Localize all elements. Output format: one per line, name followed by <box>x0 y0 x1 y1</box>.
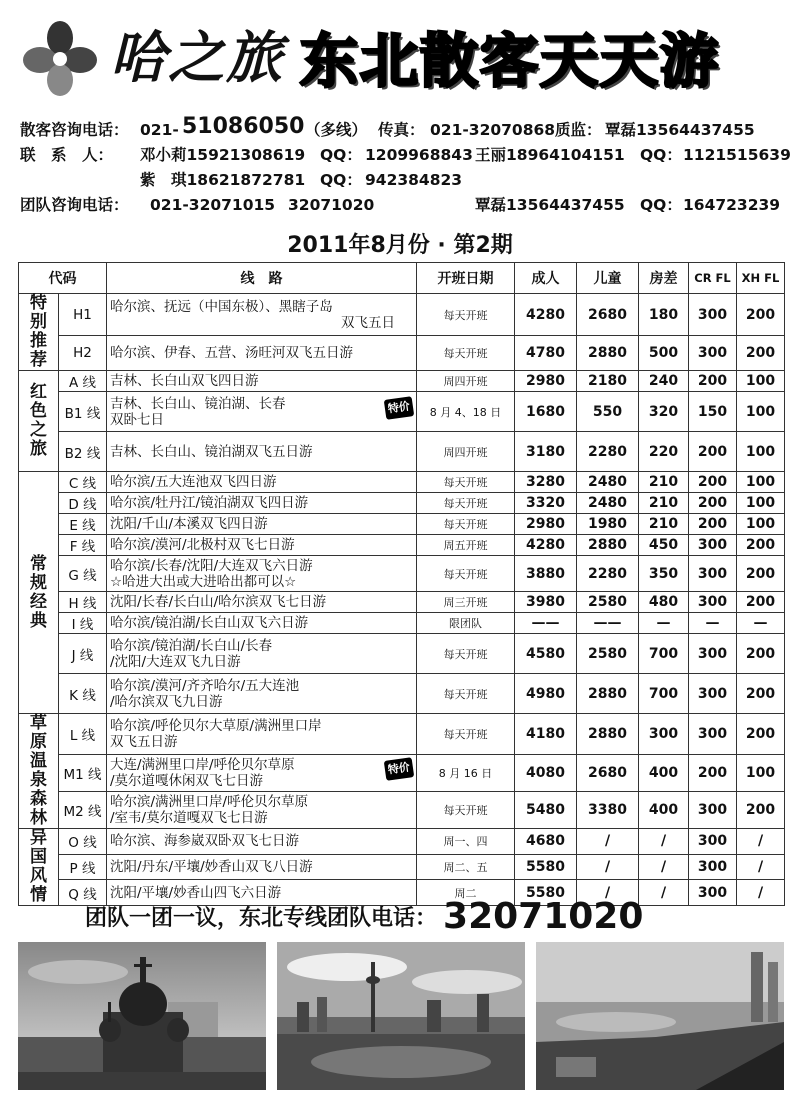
commission-xh: / <box>737 880 785 906</box>
route-code: C 线 <box>59 472 107 493</box>
header-cr: CR FL <box>689 263 737 294</box>
room-supplement: 210 <box>639 514 689 535</box>
route-description <box>107 493 417 514</box>
headline: 东北散客天天游 <box>300 27 721 95</box>
commission-cr: 150 <box>689 392 737 432</box>
commission-cr: 300 <box>689 336 737 371</box>
table-row <box>19 535 785 556</box>
table-row <box>19 556 785 592</box>
group-phone-1: 021-32071015 <box>150 196 276 214</box>
route-code: E 线 <box>59 514 107 535</box>
route-code: M1 线 <box>59 755 107 792</box>
commission-xh: 200 <box>737 556 785 592</box>
header-route: 线 路 <box>107 263 417 294</box>
table-row <box>19 829 785 855</box>
table-row <box>19 432 785 472</box>
room-supplement: 400 <box>639 792 689 829</box>
price-child: 2180 <box>577 371 639 392</box>
contact-label: 联 系 人： <box>20 146 114 164</box>
commission-cr: 300 <box>689 674 737 714</box>
category-special: 特别推荐 <box>19 294 59 371</box>
price-adult: 2980 <box>515 371 577 392</box>
commission-xh: 100 <box>737 472 785 493</box>
route-text: 哈尔滨/漠河/齐齐哈尔/五大连池 <box>110 677 300 694</box>
table-row <box>19 514 785 535</box>
route-text: 沈阳/长春/长白山/哈尔滨双飞七日游 <box>110 594 327 610</box>
departure-date: 每天开班 <box>417 472 515 493</box>
price-adult: 3280 <box>515 472 577 493</box>
departure-date: 每天开班 <box>417 294 515 336</box>
qa-label: 质监： <box>555 121 602 139</box>
route-description <box>107 432 417 472</box>
contact-row-3 <box>20 168 790 193</box>
price-adult: 5580 <box>515 880 577 906</box>
commission-cr: 300 <box>689 792 737 829</box>
departure-date: 周二 <box>417 880 515 906</box>
route-code: D 线 <box>59 493 107 514</box>
route-code: J 线 <box>59 634 107 674</box>
price-child: 2580 <box>577 634 639 674</box>
room-supplement: 400 <box>639 755 689 792</box>
table-row <box>19 674 785 714</box>
commission-xh: 200 <box>737 792 785 829</box>
table-header-row <box>19 263 785 294</box>
commission-xh: 100 <box>737 493 785 514</box>
fax-number: 021-32070868 <box>430 121 556 139</box>
departure-date: 周四开班 <box>417 371 515 392</box>
footer-group-line <box>85 896 643 937</box>
departure-date: 每天开班 <box>417 336 515 371</box>
departure-date: 每天开班 <box>417 493 515 514</box>
route-description <box>107 714 417 755</box>
special-price-badge: 特价 <box>384 757 415 781</box>
route-code: I 线 <box>59 613 107 634</box>
qq2-number: 1121515639 <box>683 146 791 164</box>
table-row <box>19 854 785 880</box>
fax-label: 传真： <box>378 121 425 139</box>
commission-cr: 300 <box>689 535 737 556</box>
route-text: 沈阳/丹东/平壤/妙香山双飞八日游 <box>110 858 313 875</box>
price-adult: 1680 <box>515 392 577 432</box>
price-adult: 2980 <box>515 514 577 535</box>
table-row <box>19 714 785 755</box>
commission-cr: 200 <box>689 514 737 535</box>
qa-contact: 覃磊13564437455 <box>605 121 755 139</box>
commission-cr: 300 <box>689 829 737 855</box>
route-text: 哈尔滨/镜泊湖/长白山双飞六日游 <box>110 615 309 631</box>
commission-cr: 200 <box>689 432 737 472</box>
room-supplement: / <box>639 880 689 906</box>
room-supplement: 500 <box>639 336 689 371</box>
price-child: 2580 <box>577 592 639 613</box>
commission-cr: 300 <box>689 556 737 592</box>
route-description <box>107 674 417 714</box>
departure-date: 周二、五 <box>417 854 515 880</box>
group-phone-label: 团队咨询电话： <box>20 196 129 214</box>
price-adult: 3880 <box>515 556 577 592</box>
route-text: 哈尔滨、海参崴双卧双飞七日游 <box>110 833 299 850</box>
price-adult: 4280 <box>515 535 577 556</box>
group-contact-person: 覃磊13564437455 <box>475 196 625 214</box>
header-child: 儿童 <box>577 263 639 294</box>
issue-title: 2011年8月份 · 第2期 <box>287 233 513 258</box>
commission-cr: 200 <box>689 493 737 514</box>
group-phone-2: 32071020 <box>288 196 375 214</box>
cathedral-photo <box>18 942 266 1090</box>
commission-cr: 300 <box>689 854 737 880</box>
room-supplement: 350 <box>639 556 689 592</box>
price-adult: 4980 <box>515 674 577 714</box>
table-row <box>19 613 785 634</box>
route-code: B2 线 <box>59 432 107 472</box>
departure-date: 每天开班 <box>417 792 515 829</box>
room-supplement: / <box>639 829 689 855</box>
price-child: 2880 <box>577 535 639 556</box>
commission-xh: 100 <box>737 432 785 472</box>
route-description <box>107 556 417 592</box>
route-code: L 线 <box>59 714 107 755</box>
retail-phone-label: 散客咨询电话： <box>20 121 129 139</box>
commission-xh: 100 <box>737 514 785 535</box>
contact-person-2: 王丽18964104151 <box>475 146 625 164</box>
route-text-line2: 双飞五日 <box>341 314 395 331</box>
table-row <box>19 336 785 371</box>
clover-logo-icon <box>20 18 100 98</box>
commission-xh: 200 <box>737 336 785 371</box>
table-row <box>19 472 785 493</box>
departure-date: 每天开班 <box>417 674 515 714</box>
header-adult: 成人 <box>515 263 577 294</box>
commission-xh: / <box>737 829 785 855</box>
commission-xh: 200 <box>737 592 785 613</box>
commission-cr: 300 <box>689 634 737 674</box>
price-adult: 5580 <box>515 854 577 880</box>
price-adult: 4280 <box>515 294 577 336</box>
table-row <box>19 371 785 392</box>
route-code: A 线 <box>59 371 107 392</box>
route-code: H 线 <box>59 592 107 613</box>
route-text: 哈尔滨/长春/沈阳/大连双飞六日游 <box>110 557 313 574</box>
table-row <box>19 792 785 829</box>
qq1-number: 1209968843 <box>365 146 473 164</box>
price-adult: 4180 <box>515 714 577 755</box>
route-table-body <box>19 294 785 906</box>
price-adult: 4680 <box>515 829 577 855</box>
price-child: 2280 <box>577 432 639 472</box>
route-description <box>107 336 417 371</box>
commission-cr: 300 <box>689 294 737 336</box>
category-foreign: 异国风情 <box>19 829 59 906</box>
route-text-line2: /室韦/莫尔道嘎双飞七日游 <box>110 810 268 826</box>
route-code: O 线 <box>59 829 107 855</box>
route-text: 沈阳/平壤/妙香山四飞六日游 <box>110 884 282 901</box>
price-child: / <box>577 854 639 880</box>
header <box>0 0 800 110</box>
route-text-line2: ☆哈进大出或大进哈出都可以☆ <box>110 573 297 590</box>
commission-xh: / <box>737 854 785 880</box>
price-child: 2280 <box>577 556 639 592</box>
price-child: 2880 <box>577 336 639 371</box>
price-child: 2480 <box>577 472 639 493</box>
category-classic: 常规经典 <box>19 472 59 714</box>
room-supplement: 450 <box>639 535 689 556</box>
price-child: 1980 <box>577 514 639 535</box>
table-row <box>19 493 785 514</box>
table-row <box>19 294 785 336</box>
route-code: Q 线 <box>59 880 107 906</box>
route-text: 哈尔滨、伊春、五营、汤旺河双飞五日游 <box>110 345 353 362</box>
price-adult: 3180 <box>515 432 577 472</box>
price-adult: 3320 <box>515 493 577 514</box>
special-price-badge: 特价 <box>384 396 415 420</box>
header-date: 开班日期 <box>417 263 515 294</box>
table-row <box>19 392 785 432</box>
departure-date: 8 月 16 日 <box>417 755 515 792</box>
route-code: B1 线 <box>59 392 107 432</box>
route-description <box>107 371 417 392</box>
price-adult: 3980 <box>515 592 577 613</box>
commission-cr: 200 <box>689 371 737 392</box>
header-code: 代码 <box>19 263 107 294</box>
route-text: 哈尔滨/牡丹江/镜泊湖双飞四日游 <box>110 495 309 511</box>
route-text: 哈尔滨/五大连池双飞四日游 <box>110 474 277 490</box>
route-code: K 线 <box>59 674 107 714</box>
price-adult: 5480 <box>515 792 577 829</box>
route-description <box>107 854 417 880</box>
commission-cr: 300 <box>689 880 737 906</box>
room-supplement: 180 <box>639 294 689 336</box>
route-text: 吉林、长白山、镜泊湖、长春 <box>110 395 286 412</box>
departure-date: 每天开班 <box>417 634 515 674</box>
contacts-block <box>20 114 791 218</box>
room-supplement: 300 <box>639 714 689 755</box>
brand-logo-text: 哈之旅 <box>110 25 284 91</box>
route-text: 哈尔滨/满洲里口岸/呼伦贝尔草原 <box>110 794 309 810</box>
coastal-city-photo <box>536 942 784 1090</box>
commission-cr: 200 <box>689 472 737 493</box>
route-price-table <box>18 262 785 906</box>
table-row <box>19 592 785 613</box>
price-child: 2680 <box>577 294 639 336</box>
retail-phone: 51086050 <box>182 114 305 139</box>
price-child: 2480 <box>577 493 639 514</box>
commission-cr: 300 <box>689 592 737 613</box>
route-description <box>107 472 417 493</box>
price-child: —— <box>577 613 639 634</box>
qq1-label: QQ： <box>320 146 362 164</box>
header-xh: XH FL <box>737 263 785 294</box>
commission-cr: — <box>689 613 737 634</box>
route-description <box>107 829 417 855</box>
photo-strip <box>18 942 784 1092</box>
room-supplement: 700 <box>639 674 689 714</box>
contact-row-4 <box>20 193 790 218</box>
room-supplement: 220 <box>639 432 689 472</box>
route-description <box>107 613 417 634</box>
commission-cr: 200 <box>689 755 737 792</box>
city-skyline-photo <box>277 942 525 1090</box>
departure-date: 周五开班 <box>417 535 515 556</box>
route-description <box>107 634 417 674</box>
contact-person-3: 紫 琪18621872781 <box>140 171 306 189</box>
route-code: M2 线 <box>59 792 107 829</box>
route-text: 沈阳/千山/本溪双飞四日游 <box>110 516 268 532</box>
route-description <box>107 514 417 535</box>
route-code: P 线 <box>59 854 107 880</box>
footer-text: 团队一团一议，东北专线团队电话： <box>85 906 438 931</box>
price-child: 2880 <box>577 714 639 755</box>
table-row <box>19 755 785 792</box>
route-description <box>107 755 417 792</box>
price-adult: 4080 <box>515 755 577 792</box>
departure-date: 每天开班 <box>417 714 515 755</box>
room-supplement: 320 <box>639 392 689 432</box>
commission-xh: — <box>737 613 785 634</box>
room-supplement: 700 <box>639 634 689 674</box>
departure-date: 每天开班 <box>417 556 515 592</box>
departure-date: 8 月 4、18 日 <box>417 392 515 432</box>
route-text: 哈尔滨/漠河/北极村双飞七日游 <box>110 537 295 553</box>
route-description <box>107 535 417 556</box>
price-child: 550 <box>577 392 639 432</box>
departure-date: 每天开班 <box>417 514 515 535</box>
commission-xh: 100 <box>737 371 785 392</box>
route-text-line2: 双飞五日游 <box>110 734 178 751</box>
price-child: 3380 <box>577 792 639 829</box>
qq2-label: QQ： <box>640 146 682 164</box>
room-supplement: 240 <box>639 371 689 392</box>
commission-cr: 300 <box>689 714 737 755</box>
route-description <box>107 592 417 613</box>
category-grass: 草原温泉森林 <box>19 714 59 829</box>
contact-row-2 <box>20 143 790 168</box>
room-supplement: 210 <box>639 472 689 493</box>
contact-person-1: 邓小莉15921308619 <box>140 146 306 164</box>
group-qq-label: QQ： <box>640 196 682 214</box>
price-child: / <box>577 880 639 906</box>
room-supplement: 210 <box>639 493 689 514</box>
route-text-line2: /哈尔滨双飞九日游 <box>110 693 223 710</box>
footer-phone: 32071020 <box>443 896 644 937</box>
route-text-line2: 双卧七日 <box>110 411 164 428</box>
price-adult: —— <box>515 613 577 634</box>
retail-phone-prefix: 021- <box>140 121 179 139</box>
departure-date: 周四开班 <box>417 432 515 472</box>
commission-xh: 200 <box>737 535 785 556</box>
category-red: 红色之旅 <box>19 371 59 472</box>
route-text: 哈尔滨/镜泊湖/长白山/长春 <box>110 637 273 654</box>
route-code: H1 <box>59 294 107 336</box>
price-adult: 4780 <box>515 336 577 371</box>
route-text-line2: /沈阳/大连双飞九日游 <box>110 653 241 670</box>
route-code: G 线 <box>59 556 107 592</box>
route-text: 大连/满洲里口岸/呼伦贝尔草原 <box>110 757 295 774</box>
route-text: 哈尔滨、抚远（中国东极）、黑瞎子岛 <box>110 298 333 315</box>
departure-date: 周三开班 <box>417 592 515 613</box>
contact-row-1 <box>20 114 790 143</box>
route-code: H2 <box>59 336 107 371</box>
price-child: 2880 <box>577 674 639 714</box>
retail-phone-suffix: （多线） <box>305 121 368 139</box>
route-text: 哈尔滨/呼伦贝尔大草原/满洲里口岸 <box>110 718 322 735</box>
group-qq-number: 164723239 <box>683 196 781 214</box>
route-text: 吉林、长白山双飞四日游 <box>110 373 259 389</box>
commission-xh: 200 <box>737 714 785 755</box>
commission-xh: 200 <box>737 634 785 674</box>
departure-date: 限团队 <box>417 613 515 634</box>
route-text: 吉林、长白山、镜泊湖双飞五日游 <box>110 443 313 460</box>
route-code: F 线 <box>59 535 107 556</box>
route-description <box>107 792 417 829</box>
room-supplement: / <box>639 854 689 880</box>
route-description <box>107 392 417 432</box>
route-text-line2: /莫尔道嘎休闲双飞七日游 <box>110 773 264 790</box>
price-child: 2680 <box>577 755 639 792</box>
route-description <box>107 294 417 336</box>
header-room: 房差 <box>639 263 689 294</box>
table-row <box>19 634 785 674</box>
commission-xh: 200 <box>737 674 785 714</box>
price-child: / <box>577 829 639 855</box>
commission-xh: 100 <box>737 755 785 792</box>
departure-date: 周一、四 <box>417 829 515 855</box>
qq3-label: QQ： <box>320 171 362 189</box>
commission-xh: 200 <box>737 294 785 336</box>
commission-xh: 100 <box>737 392 785 432</box>
room-supplement: — <box>639 613 689 634</box>
price-adult: 4580 <box>515 634 577 674</box>
qq3-number: 942384823 <box>365 171 463 189</box>
room-supplement: 480 <box>639 592 689 613</box>
